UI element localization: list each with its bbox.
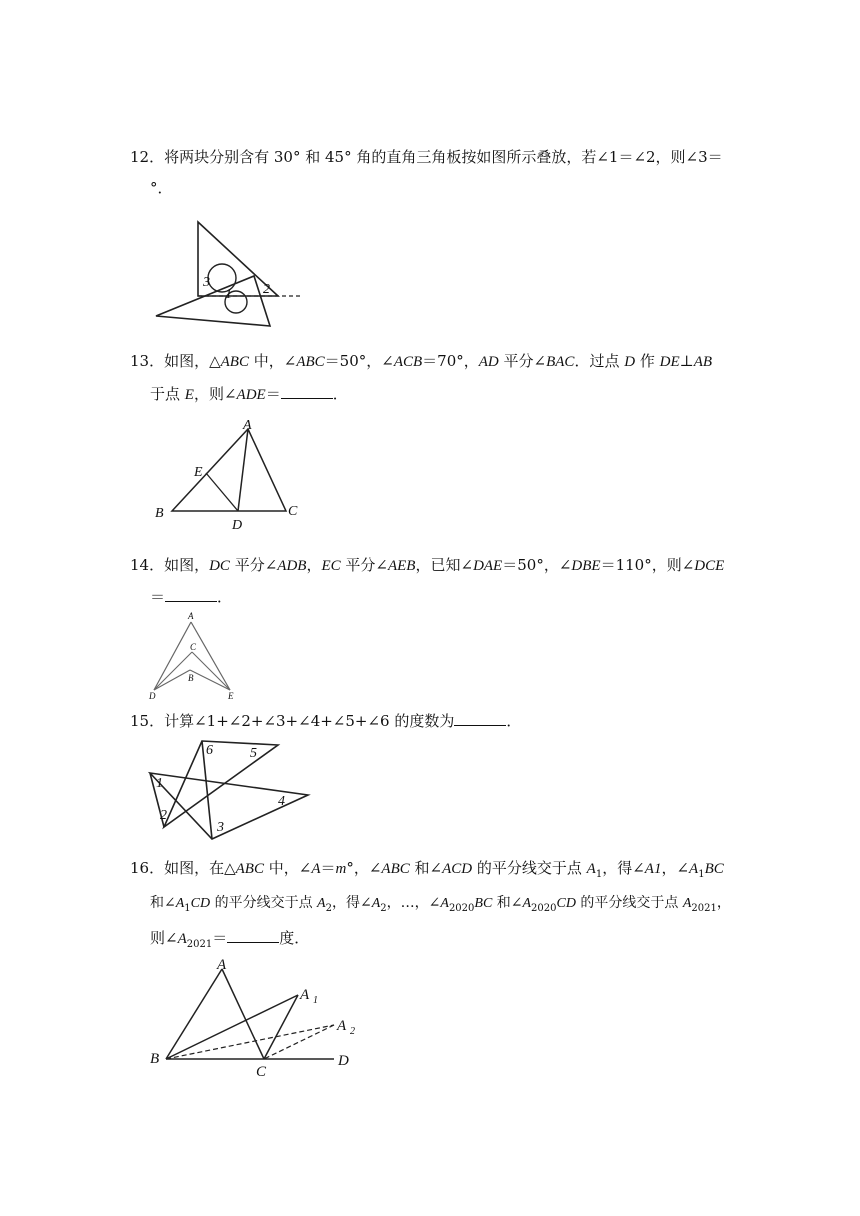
q16-label-A1-sub: 1 <box>313 995 318 1006</box>
q14-label-C: C <box>190 642 197 652</box>
triangle-45 <box>156 276 270 326</box>
q13-line1: 13．如图，△ABC 中，∠ABC＝50°，∠ACB＝70°，AD 平分∠BAC．过点 D 作 DE⊥AB <box>130 352 713 370</box>
q13-line2: 于点 E，则∠ADE＝ ． <box>150 385 348 403</box>
answer-blank[interactable] <box>227 928 279 943</box>
q16-line2: 和$\angle A_1CD$ 的平分线交于点 $A_2$，得$\angle A_2$，…，$\angle A_{2020}BC$ 和$\angle A_{2020}CD$ 的平分线交于点 $A_{2021}$， <box>150 895 731 914</box>
q16-figure <box>146 955 366 1080</box>
q12-line2: °． <box>150 179 173 197</box>
q15-label-1: 1 <box>156 776 163 791</box>
q15-figure <box>140 735 320 847</box>
q15-label-5: 5 <box>250 746 257 761</box>
q12-label-2: 2 <box>263 282 270 297</box>
q15-label-3: 3 <box>217 820 224 835</box>
q14-label-E: E <box>228 691 234 701</box>
q14-label-B: B <box>188 673 194 683</box>
q16-label-B: B <box>150 1051 160 1067</box>
q13-label-A: A <box>243 418 252 433</box>
answer-blank[interactable] <box>454 711 506 726</box>
q14-line1: 14．如图，DC 平分∠ADB，EC 平分∠AEB，已知∠DAE＝50°，∠DBE＝110°，则∠DCE <box>130 556 725 574</box>
q13-label-B: B <box>155 506 164 521</box>
q13-label-D: D <box>232 518 243 533</box>
q12-line1: 12．将两块分别含有 30° 和 45° 角的直角三角板按如图所示叠放，若∠1＝∠2，则∠3＝ <box>130 148 723 166</box>
answer-blank[interactable] <box>165 587 217 602</box>
q16-label-C: C <box>256 1064 267 1080</box>
answer-blank[interactable] <box>281 384 333 399</box>
q14-figure <box>148 610 248 702</box>
q15-label-2: 2 <box>160 808 167 823</box>
q16-label-A: A <box>217 957 227 973</box>
q13-figure <box>150 415 310 533</box>
q13-label-E: E <box>194 465 203 480</box>
q15-label-4: 4 <box>278 794 285 809</box>
q16-label-D: D <box>338 1053 349 1069</box>
q14-line2: ＝ ． <box>150 588 233 606</box>
q16-label-A2: A <box>337 1018 347 1034</box>
q16-line3: 则$\angle A_{2021}=$ 度． <box>150 929 310 950</box>
q12-label-1: 1 <box>225 287 232 302</box>
q13-label-C: C <box>288 504 298 519</box>
q14-label-A: A <box>188 611 194 621</box>
q12-label-3: 3 <box>203 275 210 290</box>
q16-label-A1: A <box>300 987 310 1003</box>
q15-line: 15．计算∠1+∠2+∠3+∠4+∠5+∠6 的度数为 ． <box>130 712 522 730</box>
q15-label-6: 6 <box>206 743 213 758</box>
q16-label-A2-sub: 2 <box>350 1026 355 1037</box>
q12-figure <box>150 218 310 330</box>
q14-label-D: D <box>149 691 156 701</box>
q16-line1: 16．如图，在△ABC 中，∠A＝m°，∠ABC 和∠ACD 的平分线交于点 $A_1$，得∠A1，$\angle A_1BC$ <box>130 859 724 880</box>
